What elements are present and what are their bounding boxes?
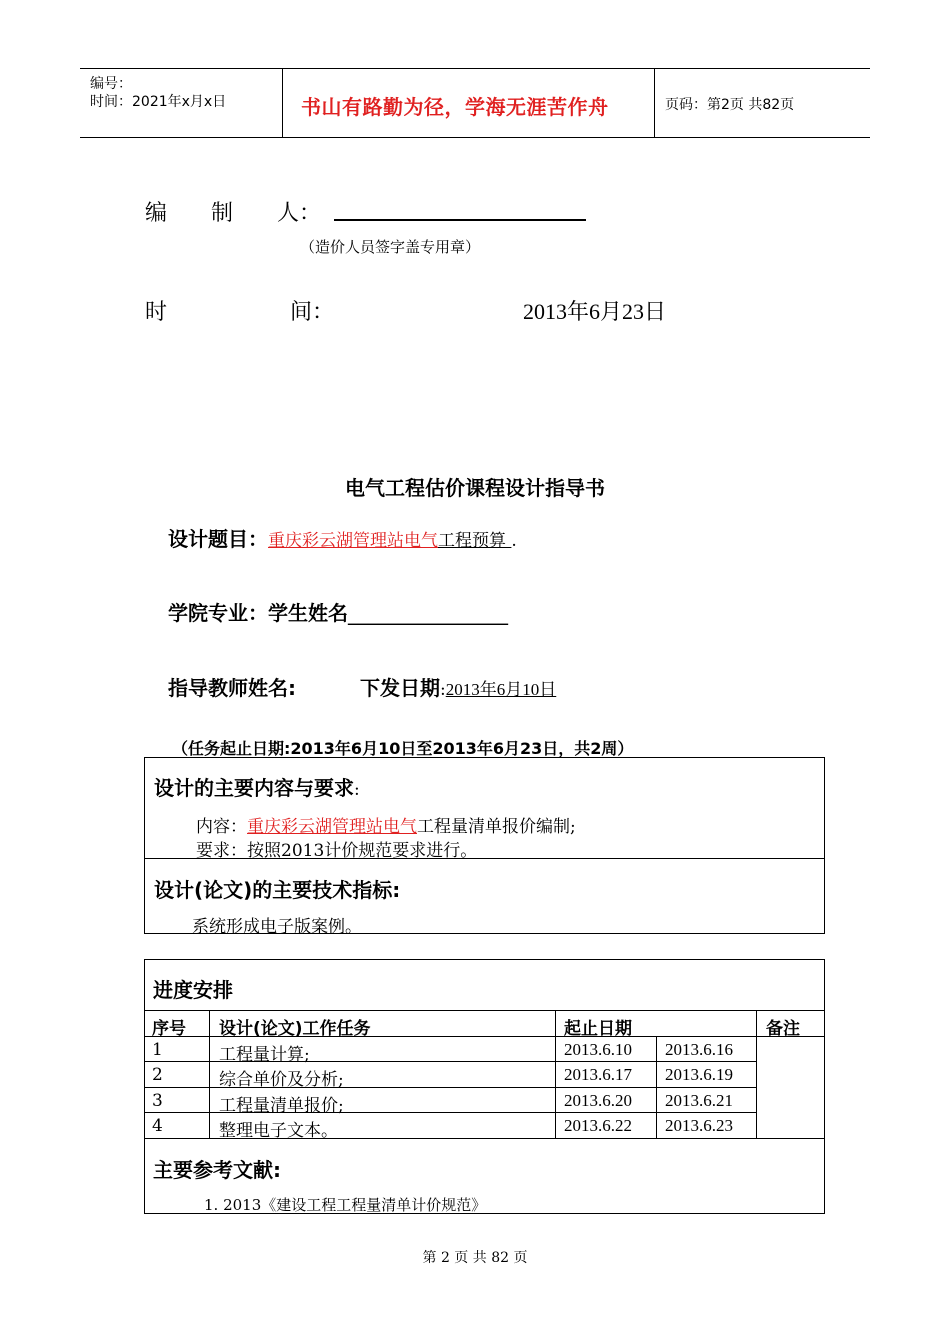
tech-title: 设计(论文)的主要技术指标: <box>154 878 401 902</box>
topic-label: 设计题目： <box>168 527 268 551</box>
content-title-colon: : <box>354 780 360 800</box>
header-page-cell <box>655 69 870 137</box>
page-info: 页码：第2页 共82页 <box>665 97 795 113</box>
row-start: 2013.6.10 <box>564 1040 632 1059</box>
teacher-label: 指导教师姓名: <box>168 676 296 700</box>
student-name-blank: ________________ <box>348 601 508 625</box>
issue-row <box>360 672 556 701</box>
col-header-no: 序号 <box>152 1019 186 1039</box>
topic-end: . <box>511 531 517 551</box>
content-rest: 工程量清单报价编制; <box>417 817 576 837</box>
row-start: 2013.6.17 <box>564 1065 632 1084</box>
col-header-note: 备注 <box>766 1019 800 1039</box>
requirement-line: 要求：按照2013计价规范要求进行。 <box>196 841 478 861</box>
col-line-2 <box>555 1010 556 1138</box>
page-footer: 第 2 页 共 82 页 <box>422 1250 528 1266</box>
content-title: 设计的主要内容与要求 <box>154 776 354 800</box>
row-no: 4 <box>152 1116 163 1136</box>
col-line-3 <box>656 1036 657 1138</box>
topic-rest: 工程预算 <box>438 531 512 551</box>
header-motto-cell <box>283 69 655 137</box>
number-label: 编号： <box>90 76 132 92</box>
col-header-date: 起止日期 <box>564 1019 632 1039</box>
signature-line <box>334 219 586 221</box>
row-start: 2013.6.22 <box>564 1116 632 1135</box>
row-end: 2013.6.23 <box>665 1116 733 1135</box>
compiler-note: （造价人员签字盖专用章） <box>300 238 481 256</box>
row-no: 1 <box>152 1040 163 1060</box>
time-label-right: 间： <box>290 300 335 325</box>
time-value: 2013年6月23日 <box>523 299 667 324</box>
content-title-row <box>154 772 360 801</box>
motto: 书山有路勤为径，学海无涯苦作舟 <box>301 95 609 119</box>
row-end: 2013.6.19 <box>665 1065 733 1084</box>
row-start: 2013.6.20 <box>564 1091 632 1110</box>
row-no: 2 <box>152 1065 163 1085</box>
row-end: 2013.6.16 <box>665 1040 733 1059</box>
college-label: 学院专业：学生姓名 <box>168 601 348 625</box>
task-period: （任务起止日期:2013年6月10日至2013年6月23日，共2周） <box>172 739 634 758</box>
compiler-label: 编 制 人： <box>145 201 322 226</box>
row-task: 综合单价及分析; <box>219 1070 344 1090</box>
row-end: 2013.6.21 <box>665 1091 733 1110</box>
references-title: 主要参考文献: <box>153 1158 281 1182</box>
header-meta-cell <box>80 69 283 137</box>
issue-label: 下发日期 <box>360 676 440 700</box>
content-line <box>196 812 576 837</box>
topic-red: 重庆彩云湖管理站电气 <box>268 531 438 551</box>
col-line-1 <box>209 1010 210 1138</box>
issue-date: 2013年6月10日 <box>445 680 557 699</box>
time-label-left: 时 <box>145 300 168 325</box>
row-task: 整理电子文本。 <box>219 1121 338 1141</box>
content-red: 重庆彩云湖管理站电气 <box>247 817 417 837</box>
reference-item: 1. 2013《建设工程工程量清单计价规范》 <box>204 1196 487 1214</box>
document-title: 电气工程估价课程设计指导书 <box>345 476 605 500</box>
page-header <box>80 68 870 138</box>
issue-colon: : <box>440 680 446 700</box>
row-task: 工程量清单报价; <box>219 1096 344 1116</box>
time-label: 时间：2021年x月x日 <box>90 94 227 110</box>
row-no: 3 <box>152 1091 163 1111</box>
schedule-header-top <box>144 1010 825 1011</box>
col-line-4 <box>756 1010 757 1138</box>
schedule-title: 进度安排 <box>153 978 233 1002</box>
college-row <box>168 597 508 626</box>
topic-row <box>168 523 517 552</box>
col-header-task: 设计(论文)工作任务 <box>219 1019 371 1039</box>
content-prefix: 内容： <box>196 817 247 837</box>
tech-text: 系统形成电子版案例。 <box>192 917 362 937</box>
row-task: 工程量计算; <box>219 1045 310 1065</box>
